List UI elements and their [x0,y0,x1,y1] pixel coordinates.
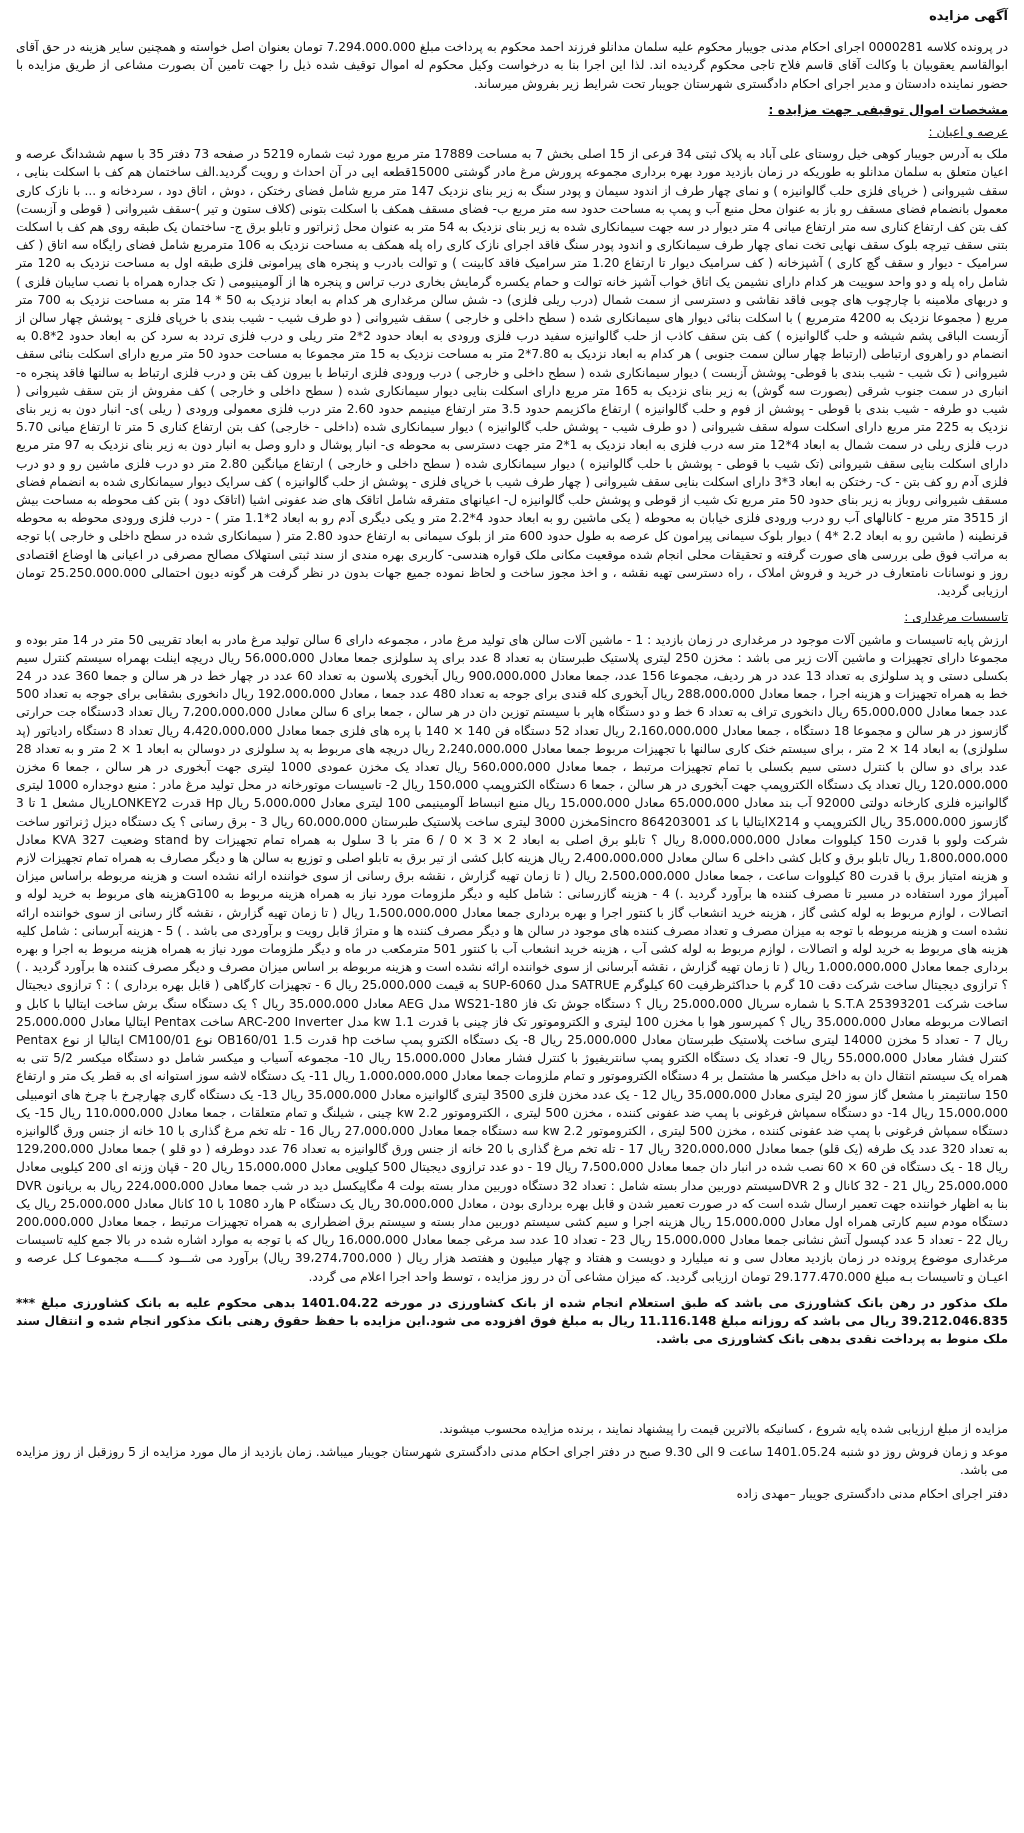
land-heading: عرصه و اعیان : [928,125,1008,140]
bank-mortgage-note: ملک مذکور در رهن بانک کشاورزی می باشد که طبق استعلام انجام شده از بانک کشاورزی در مورخه 1401.04.22 بدهی محکوم علیه به بانک کشاورزی مبلغ *** 39.212.046.835 ریال می باشد که روزانه مبلغ 11.116.148 ریال به مبلغ فوق افزوده می شود.این مزایده با حفظ حقوق رهنی بانک مذکور انجام شده و انتقال سند ملک منوط به پرداخت نقدی بدهی بانک کشاورزی می باشد. [16,1295,1008,1347]
land-description: ملک به آدرس جویبار کوهی خیل روستای علی آباد به پلاک ثبتی 34 فرعی از 15 اصلی بخش 7 به مساحت 17889 متر مربع مورد ثبت شماره 5219 در صفحه 73 دفتر 35 با سهم ششدانگ عرصه و اعیان متعلق به سلمان مدانلو به طوریکه در زمان بازدید مورد بهره برداری مجموعه پرورش مرغ مادر گوشتی 15000قطعه ایی در آن احداث و رویت گردید.الف ساختمان هم کف با اسکلت بنایی ، سقف شیروانی ( خرپای فلزی حلب گالوانیزه ) و نمای چهار طرف از اندود سیمان و پودر سنگ به زیر بنای نزدیک 147 متر مربع شامل فضای رختکن ، دوش ، اتاق دود ، سردخانه و ... با نازک کاری معمول بانضمام فضای مسقف رو باز به عنوان محل منبع آب و پمپ به مساحت حدود سه متر مربع ب- فضای مسقف همکف با اسکلت بتونی (کلاف ستون و تیر )-سقف شیروانی ( قوطی و آزبست) کف بتن کف ارتفاع کناری سه متر ارتفاع میانی 4 متر دیوار در سه جهت سیمانکاری شده به زیر بنای نزدیک به 54 متر به عنوان محل ژنراتور و تابلو برق ج- ساختمان یک طبقه روی هم کف با اسکلت بتنی سقف تیرچه بلوک سقف نهایی تخت نمای چهار طرف سیمانکاری و اندود پودر سنگ فاقد اجرای نازک کاری راه پله همکف به مساحت نزدیک به 106 مترمربع شامل فضای رایگاه سه اتاق ( کف سرامیک - دیوار و سقف گچ کاری ) آشپزخانه ( کف سرامیک دیوار تا ارتفاع 1.20 متر سرامیک فاقد کابینت ) و توالت بادرب و پنجره های پیرامونی فلزی طبقه اول به مساحت نزدیک به 120 متر شامل راه پله و دو واحد سوییت هر کدام دارای نشیمن یک اتاق خواب آشپز خانه توالت و حمام یکسره گرمایش بخاری درب تراس و پنجره ها از آلومینیومی ( تک جداره همراه با نصب سایبان فلزی ) و دربهای ملامینه با چارچوب های چوبی فاقد نقاشی و دسترسی از سمت شمال (درب ریلی فلزی) د- شش سالن مرغداری هر کدام به ابعاد نزدیک به 50 * 14 متر به مساحت نزدیک به 700 متر مربع ( مجموعا نزدیک به 4200 مترمربع ) با اسکلت بنائی دیوار های سیمانکاری شده ( سطح داخلی و خارجی ) سقف شیروانی ( دو طرف شیب - شیب بندی با خرپای فلزی - پوشش چهار سالن از آزبست الباقی پشم شیشه و حلب گالوانیزه ) کف بتن سقف کاذب از حلب گالوانیزه سفید درب فلزی ورودی به ابعاد حدود 2*2 متر ریلی و درب فلزی تردد به سرد کن به ابعاد حدود 2*0.8 به انضمام دو راهروی ارتباطی (ارتباط چهار سالن سمت جنوبی ) هر کدام به ابعاد نزدیک به 7.80*2 متر به مساحت نزدیک به 15 متر مجموعا به مساحت حدود 50 متر مربع دارای اسکلت بنائی سقف شیروانی ( تک شیب - شیب بندی با قوطی- پوشش آزبست ) دیوار سیمانکاری شده ( سطح داخلی و خارجی ) درب ورودی فلزی ارتباط با بیرون کف بتن و درب فلزی ارتباط به سالنها فاقد پنجره ه- انباری در سمت جنوب شرقی (بصورت سه گوش) به زیر بنای نزدیک به 165 متر مربع دارای اسکلت بنایی دیوار سیمانکاری شده ( سطح داخلی و خارجی ) کف مفروش از بتن سقف شیروانی ( شیب دو طرفه - شیب بندی با قوطی - پوشش از فوم و حلب گالوانیزه ) ارتفاع ماکزیمم حدود 3.5 متر ارتفاع مینیمم حدود 2.60 متر درب فلزی معمولی ورودی ( ریلی )ی- انبار دون به زیر بنای نزدیک به 225 متر مربع دارای اسکلت سوله سقف شیروانی ( دو طرف شیب - پوشش حلب گالوانیزه ) دیوار سیمانکاری شده (داخلی - خارجی) کف بتن ارتفاع کناری 5 متر تا ارتفاع میانی 5.70 درب فلزی ریلی در سمت شمال به ابعاد 4*12 متر سه درب فلزی به ابعاد نزدیک به 1*2 متر جهت دسترسی به محوطه ی- انبار پوشال و دارو وصل به انبار دون به زیر بنای نزدیک به 97 متر مربع دارای اسکلت بنایی سقف شیروانی (تک شیب با قوطی - پوشش با حلب گالوانیزه ) دیوار سیمانکاری شده ( سطح داخلی و خارجی ) ارتفاع میانگین 2.80 متر دو درب فلزی ماشین رو و دو درب فلزی آدم رو کف بتن - ک- رختکن به ابعاد 3*3 دارای اسکلت بنایی سقف شیروانی ( چهار طرف شیب با خرپای فلزی - پوشش از حلب گالوانیزه ) کف سرایک دیوار سیمانکاری شده به انضمام فضای مسقف شیروانی روباز به زیر بنای حدود 50 متر مربع تک شیب از قوطی و پوشش حلب گالوانیزه ل- اعیانهای متفرقه شامل اتاقک های ضد عفونی اشیا (اتاقک دود ) بتن کف محوطه به مساحت بیش از 3515 متر مربع - کانالهای آب رو درب ورودی فلزی خیابان به محوطه ( یکی ماشین رو به ابعاد حدود 4*2.2 متر و یکی دیگری آدم رو به ابعاد 2*1.1 متر ) - درب فلزی ورودی محوطه به محوطه قرنطینه ( ماشین رو به ابعاد 2.2 *4 ) دیوار بلوک سیمانی پیرامون کل عرصه به طول حدود 600 متر از بلوک سیمانی به ارتفاع حدود 2.80 متر ( سیمانکاری شده در سطح داخلی و خارجی )با توجه به مراتب فوق طی بررسی های صورت گرفته و تحقیقات محلی انجام شده موقعیت مکانی ملک قواره هندسی- کاربری بهره مندی از سند ثبتی استهلاک مصالح مصرفی در اعیانی ها اوضاع اقتصادی روز و نوسانات نامتعارف در خرید و فروش املاک ، راه دسترسی تهیه نقشه ، و اخذ مجوز ساخت و لحاظ نموده جمیع جهات بدون در نظر گرفت هر گونه دیون احتمالی 25.250.000.000 تومان ارزیابی گردید. [16,147,1009,599]
equipment-description: ارزش پایه تاسیسات و ماشین آلات موجود در مرغداری در زمان بازدید : 1 - ماشین آلات سالن های تولید مرغ مادر ، مجموعه دارای 6 سالن تولید مرغ مادر به ابعاد تقریبی 50 متر در 14 متر بوده و مجموعا دارای تجهیزات و ماشین آلات زیر می باشد : مخزن 250 لیتری پلاستیک طبرستان به تعداد 8 عدد برای پد سلولزی جمعا معادل 56،000،000 ریال دریچه اینلت بهمراه سیستم کنترل سیم بکسلی دستی و پد سلولزی به تعداد 13 عدد در هر ردیف، مجموعا 156 عدد، جمعا معادل 900،000،000 ریال آبخوری پلاسون به تعداد 60 عدد در چهار خط در هر سالن و جمعا 360 عدد در 24 خط به همراه تجهیزات و هزینه اجرا ، جمعا معادل 288،000،000 ریال آبخوری کله قندی برای جوجه به تعداد 480 عدد جمعا ، معادل 192،000،000 ریال دانخوری بشقابی برای جوجه به تعداد 500 عدد جمعا معادل 65،000،000 ریال دانخوری تراف به تعداد 6 خط و دو دستگاه هاپر با سیستم توزین دان در هر سالن ، جمعا برای 6 سالن معادل 7،200،000،000 ریال تعداد 3دستگاه جت حرارتی گازسوز در هر سالن و مجموعا 18 دستگاه ، جمعا معادل 2،160،000،000 ریال تعداد 52 دستگاه فن 140 × 140 با پره های فلزی جمعا معادل 4،420،000،000 ریال تعداد 8 دستگاه رادیاتور (پد سلولزی) به ابعاد 14 × 2 متر ، برای سیستم خنک کاری سالنها با تجهیزات مربوط جمعا معادل 2،240،000،000 ریال دریچه های مربوط به پد سلولزی در دوسالن به ابعاد 1 × 2 متر و به تعداد 28 عدد برای دو سالن با کنترل دستی سیم بکسلی با تمام تجهیزات مرتبط ، جمعا معادل 560،000،000 ریال تعداد یک مخزن عمودی 1000 لیتری جهت آبخوری در هر سالن ، جمعا 6 مخزن 120،000،000 ریال تعداد یک دستگاه الکتروپمپ جهت آبخوری در هر سالن ، جمعا 6 دستگاه الکتروپمپ 150،000 ریال 2- تاسیسات موتورخانه در محل تولید مرغ مادر : منبع دوجداره 1000 لیتری گالوانیزه فلزی کارخانه دولتی 92000 آب بند معادل 65،000،000 معادل 15،000،000 ریال منبع انبساط آلومینیمی 100 لیتری معادل 5،000،000 ریال Hp قدرت LONKEY2ریال مشعل 1 تا 3 گازسوز 35،000،000 ریال الکتروپمپ و X214ایتالیا با کد Sincro 864203001مخزن 3000 لیتری ساخت پلاستیک طبرستان 60،000،000 ریال 3 - برق رسانی ؟ یک دستگاه دیزل ژنراتور ساخت شرکت ولوو با قدرت 150 کیلووات معادل 8،000،000،000 ریال ؟ تابلو برق اصلی به ابعاد 2 × 3 × 0 / 6 متر با 3 سلول به همراه تمام تجهیزات stand by وضعیت KVA 327 معادل 1،800،000،000 ریال تابلو برق و کابل کشی داخلی 6 سالن معادل 2،400،000،000 ریال هزینه کابل کشی از تیر برق به تابلو اصلی و توزیع به سالن ها و دیگر مصارف به همراه تمام تجهیزات لازم و هزینه امتیاز برق با قدرت 80 کیلووات ساعت ، جمعا معادل 2،500،000،000 ریال ( تا زمان تهیه گزارش ، نقشه برق رسانی از سوی خواننده ارائه نشده است و هزینه مربوطه براساس میزان آمپراژ مورد استفاده در مسیر تا مصرف کننده ها برآورد گردید .) 4 - هزینه گازرسانی : شامل کلیه و دیگر ملزومات مورد نیاز به همراه هزینه مربوط به G100هزینه های مربوط به خرید لوله و اتصالات ، لوازم مربوط به لوله کشی گاز ، هزینه خرید انشعاب گاز با کنتور اجرا و بهره برداری جمعا معادل 1،500،000،000 ریال ( تا زمان تهیه گزارش ، نقشه گاز رسانی از سوی خواننده ارائه نشده است و هزینه مربوطه با توجه به میزان مصرف و تعداد مصرف کننده های موجود در سالن ها و دیگر مصرف کننده ها و متراژ قابل رویت و برآوردی می باشد . ) 5 - هزینه آبرسانی : شامل کلیه هزینه های مربوط به خرید لوله و اتصالات ، لوازم مربوط به لوله کشی آب ، هزینه خرید انشعاب آب با کنتور 501 مترمکعب در ماه و دیگر ملزومات مورد نیاز به همراه هزینه مربوط به اجرا و بهره برداری جمعا معادل 1،000،000،000 ریال ( تا زمان تهیه گزارش ، نقشه آبرسانی از سوی خواننده ارائه نشده است و هزینه مربوطه بر اساس میزان مصرف و دیگر مصرف کننده ها برآورد گردید . ) ؟ ترازوی دیجیتال ساخت شرکت دقت 10 گرم با حداکثرظرفیت 60 کیلوگرم SATRUE مدل SUP-6060 به قیمت 25،000،000 ریال 6 - تجهیزات کارگاهی ( قابل بهره برداری ) : ؟ ترازوی دیجیتال ساخت شرکت S.T.A 25393201 با شماره سریال 25،000،000 ریال ؟ دستگاه جوش تک فاز WS21-180 مدل AEG معادل 35،000،000 ریال ؟ یک دستگاه سنگ برش ساخت ایتالیا با کابل و اتصالات مربوطه معادل 35،000،000 ریال ؟ کمپرسور هوا با مخزن 100 لیتری و الکتروموتور تک فاز چینی با قدرت 1.1 kw مدل ARC-200 Inverter ساخت Pentax ایتالیا معادل 25،000،000 ریال 7 - تعداد 5 مخزن 14000 لیتری ساخت پلاستیک طبرستان معادل 25،000،000 ریال 8- یک دستگاه الکترو پمپ ساخت hp قدرت 1.5 OB160/01 نوع CM100/01 ایتالیا از نوع Pentax کنترل فشار معادل 55،000،000 ریال 9- تعداد یک دستگاه الکترو پمپ سانتریفیوژ با کنترل فشار معادل 15،000،000 ریال 10- مجموعه آسیاب و میکسر شامل دو دستگاه میکسر 5/2 تنی به همراه یک سیستم انتقال دان به داخل میکسر ها مشتمل بر 4 دستگاه الکتروموتور و تمام ملزومات جمعا معادل 1،000،000،000 ریال 11- یک دستگاه لاشه سوز استوانه ای به قطر یک متر و ارتفاع 150 سانتیمتر با مشعل گاز سوز 20 لیتری معادل 35،000،000 ریال 12 - یک عدد مخزن فلزی 3500 لیتری گالوانیزه معادل 35،000،000 ریال 13- یک دستگاه گاری چهارچرخ با چرخ های اتومبیلی 15،000،000 ریال 14- دو دستگاه سمپاش فرغونی با پمپ ضد عفونی کننده ، مخزن 500 لیتری ، الکتروموتور kw 2.2 چینی ، شیلنگ و تمام متعلقات ، جمعا معادل 110،000،000 ریال 15- یک دستگاه سمپاش فرغونی با پمپ ضد عفونی کننده ، مخزن 500 لیتری ، الکتروموتور 2.2 kw سه دستگاه جمعا معادل 27،000،000 ریال 16 - تله تخم مرغ گذاری با 10 خانه از جنس ورق گالوانیزه به تعداد 320 عدد یک طرفه (یک قلو) جمعا معادل 320،000،000 ریال 17 - تله تخم مرغ گذاری با 20 خانه از جنس ورق گالوانیزه به تعداد 76 عدد دوطرفه ( دو قلو ) جمعا معادل 129،200،000 ریال 18 - یک دستگاه فن 60 × 60 نصب شده در انبار دان جمعا معادل 7،500،000 ریال 19 - دو عدد ترازوی دیجیتال 500 کیلویی معادل 15،000،000 ریال 20 - قپان وزنه ای 200 کیلویی معادل 25،000،000 ریال 21 - 32 کانال و DVR 2سیستم دوربین مدار بسته شامل : تعداد 32 دستگاه دوربین مدار بسته بولت 4 مگاپیکسل دید در شب جمعا معادل 224،000،000 ریال به بریانون DVR بنا به اظهار خواننده جهت تعمیر ارسال شده است که در صورت تعمیر شدن و قابل بهره برداری بودن ، معادل 30،000،000 ریال یک دستگاه P هارد 1080 با 10 کانال معادل 25،000،000 ریال یک دستگاه مودم سیم کارتی همراه اول معادل 15،000،000 ریال هزینه اجرا و سیم کشی سیستم دوربین مدار بسته و سیستم برق اضطراری به همراه تجهیزات مرتبط ، جمعا معادل 200،000،000 ریال 22 - تعداد 5 عدد کپسول آتش نشانی جمعا معادل 15،000،000 ریال 23 - تعداد 10 عدد سد مرغی جمعا معادل 16،000،000 ریال که با توجه به موارد اشاره شده در بالا جمع کلیه تاسیسات مرغداری موضوع پرونده در زمان بازدید معادل سی و نه میلیارد و دویست و هفتاد و چهار میلیون و هفتصد هزار ریال ( 39،274،700،000 ریال) برآورد می شـــود کـــــه مجموعـا کـل عرصه و اعیـان و تاسیسات بـه مبلغ 29.177.470.000 تومان ارزیابی گردید. که میزان مشاعی آن در روز مزایده ، توسط واحد اجرا اعلام می گردد. [16,632,1009,1284]
equipment-heading: تاسیسات مرغداری : [904,610,1008,625]
auction-start-note: مزایده از مبلغ ارزیابی شده پایه شروع ، کسانیکه بالاترین قیمت را پیشنهاد نمایند ، برنده مزایده محسوب میشوند. [439,1422,1008,1437]
specs-heading: مشخصات اموال توقیفی جهت مزایده : [768,101,1008,117]
blank-space [16,1348,1008,1420]
signature-line: دفتر اجرای احکام مدنی دادگستری جویبار –مهدی زاده [736,1487,1008,1502]
page-title: آگهی مزایده [929,9,1008,24]
intro-paragraph: در پرونده کلاسه 0000281 اجرای احکام مدنی جویبار محکوم علیه سلمان مدانلو فرزند احمد محکوم به پرداخت مبلغ 7.294.000.000 تومان بعنوان اصل خواسته و همچنین سایر هزینه در حق آقای ابوالقاسم یعقوبیان با وکالت آقای قاسم فلاح تاجی محکوم گردیده اند. لذا این اجرا بنا به درخواست وکیل محکوم له اموال توقیف شده ذیل را جهت تامین آن بصورت مشاعی از طریق مزایده با حضور نماینده دادستان و مدیر اجرای احکام دادگستری شهرستان جویبار تحت شرایط زیر بفروش میرساند. [16,40,1009,91]
auction-time-note: موعد و زمان فروش روز دو شنبه 1401.05.24 ساعت 9 الی 9.30 صبح در دفتر اجرای احکام مدنی دادگستری شهرستان جویبار میباشد. زمان بازدید از مال مورد مزایده از 5 روزقبل از روز مزایده می باشد. [16,1444,1009,1477]
